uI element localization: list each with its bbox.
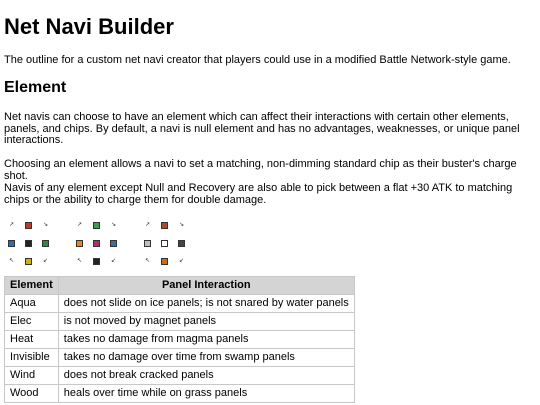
column-header-element: Element xyxy=(5,277,59,295)
chip-icon xyxy=(144,240,151,247)
chip-icon xyxy=(25,222,32,229)
chip-icon xyxy=(93,240,100,247)
table-header-row xyxy=(5,277,355,295)
interaction-cell: does not slide on ice panels; is not snared by water panels xyxy=(58,295,354,313)
arrow-icon: ↗ xyxy=(8,222,15,228)
table-row xyxy=(5,331,355,349)
element-paragraph-1: Net navis can choose to have an element which can affect their interactions with certain other elements, panels, and chips. By default, a navi is null element and has no advantages, weaknesses, or unique panel interactions. xyxy=(4,111,520,146)
table-row xyxy=(5,385,355,403)
interaction-cell: is not moved by magnet panels xyxy=(58,313,354,331)
chip-swatch xyxy=(178,240,185,247)
table-row xyxy=(5,367,355,385)
intro-paragraph: The outline for a custom net navi creator that players could use in a modified Battle Network-style game. xyxy=(4,54,511,66)
section-heading-element: Element xyxy=(4,79,67,96)
chip-swatch xyxy=(161,258,168,265)
chip-swatch xyxy=(93,222,100,229)
element-cell: Wind xyxy=(5,367,59,385)
chip-swatch xyxy=(93,258,100,265)
interaction-cell: does not break cracked panels xyxy=(58,367,354,385)
chip-icon xyxy=(178,240,185,247)
chip-icon xyxy=(25,258,32,265)
chip-icon xyxy=(42,240,49,247)
chip-swatch xyxy=(76,240,83,247)
interaction-cell: takes no damage from magma panels xyxy=(58,331,354,349)
table-row xyxy=(5,349,355,367)
icon-grid-2 xyxy=(72,220,124,268)
arrow-icon: ↘ xyxy=(178,222,185,228)
element-cell: Elec xyxy=(5,313,59,331)
chip-icon xyxy=(161,258,168,265)
arrow-icon: ↗ xyxy=(144,222,151,228)
chip-swatch xyxy=(25,240,32,247)
panel-interaction-table xyxy=(4,276,355,403)
interaction-cell: heals over time while on grass panels xyxy=(58,385,354,403)
chip-icon xyxy=(93,258,100,265)
chip-icon xyxy=(110,240,117,247)
arrow-icon: ↙ xyxy=(42,258,49,264)
element-paragraph-3: Navis of any element except Null and Recovery are also able to pick between a flat +30 ATK to matching chips or the ability to charge them for double damage. xyxy=(4,182,513,206)
chip-swatch xyxy=(161,240,168,247)
chip-icon xyxy=(161,222,168,229)
arrow-icon: ↖ xyxy=(144,258,151,264)
chip-icon xyxy=(161,240,168,247)
arrow-icon: ↖ xyxy=(8,258,15,264)
chip-icon xyxy=(93,222,100,229)
table-row xyxy=(5,313,355,331)
element-icon-grids xyxy=(4,220,204,268)
chip-swatch xyxy=(144,240,151,247)
chip-icon xyxy=(76,240,83,247)
interaction-cell: takes no damage over time from swamp panels xyxy=(58,349,354,367)
element-cell: Heat xyxy=(5,331,59,349)
arrow-icon: ↘ xyxy=(110,222,117,228)
element-cell: Invisible xyxy=(5,349,59,367)
arrow-icon: ↙ xyxy=(110,258,117,264)
chip-swatch xyxy=(25,222,32,229)
column-header-panel-interaction: Panel Interaction xyxy=(58,277,354,295)
arrow-icon: ↗ xyxy=(76,222,83,228)
chip-swatch xyxy=(93,240,100,247)
arrow-icon: ↘ xyxy=(42,222,49,228)
page-title: Net Navi Builder xyxy=(4,14,174,39)
icon-grid-1 xyxy=(4,220,56,268)
table-row xyxy=(5,295,355,313)
chip-swatch xyxy=(110,240,117,247)
arrow-icon: ↙ xyxy=(178,258,185,264)
chip-swatch xyxy=(8,240,15,247)
arrow-icon: ↖ xyxy=(76,258,83,264)
chip-swatch xyxy=(42,240,49,247)
element-cell: Wood xyxy=(5,385,59,403)
element-paragraph-2: Choosing an element allows a navi to set a matching, non-dimming standard chip as their buster's charge shot. xyxy=(4,158,517,182)
chip-icon xyxy=(25,240,32,247)
chip-swatch xyxy=(161,222,168,229)
chip-icon xyxy=(8,240,15,247)
element-cell: Aqua xyxy=(5,295,59,313)
chip-swatch xyxy=(25,258,32,265)
icon-grid-3 xyxy=(140,220,192,268)
